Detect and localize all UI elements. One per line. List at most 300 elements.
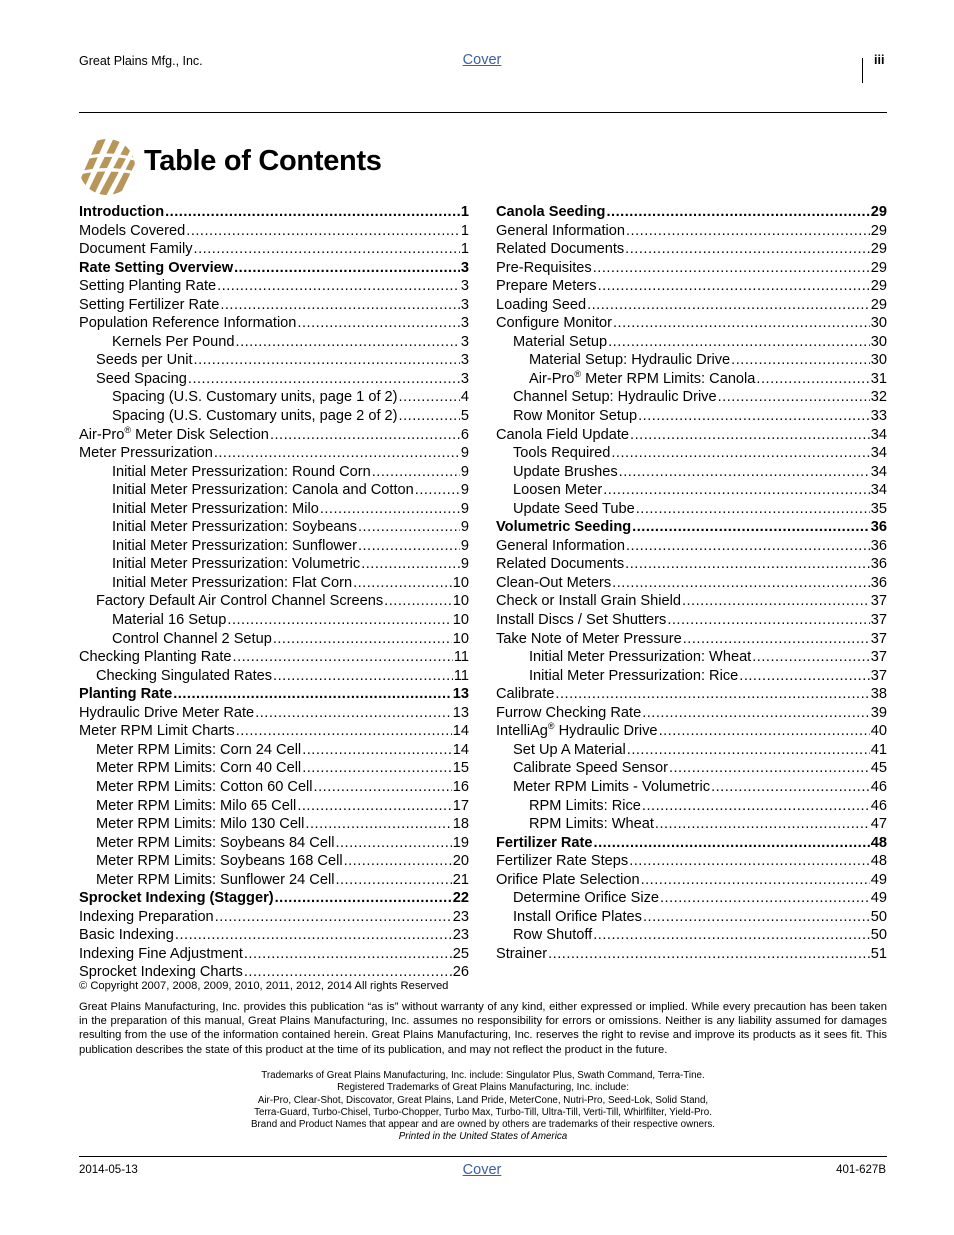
- toc-leader-dots: [188, 370, 460, 389]
- toc-entry[interactable]: [496, 667, 887, 686]
- toc-entry[interactable]: [79, 667, 469, 686]
- trademark-line: Air-Pro, Clear-Shot, Discovator, Great Plains, Land Pride, MeterCone, Nutri-Pro, Seed-Lok, Solid Stand,: [257, 1094, 709, 1106]
- toc-entry-text: Set Up A Material: [513, 741, 626, 758]
- footer-cover-link[interactable]: Cover: [462, 1162, 502, 1178]
- toc-entry-page: 3: [460, 315, 469, 332]
- toc-entry[interactable]: [79, 759, 469, 778]
- toc-leader-dots: [627, 741, 870, 760]
- toc-entry-label: [496, 277, 597, 296]
- toc-entry[interactable]: [496, 351, 887, 370]
- toc-entry-page: 45: [870, 760, 887, 777]
- toc-entry-text: Meter RPM Limit Charts: [79, 723, 235, 740]
- toc-entry-page: 29: [870, 241, 887, 258]
- toc-entry-text: General Information: [496, 537, 625, 554]
- toc-entry[interactable]: [496, 333, 887, 352]
- toc-entry-label: [96, 797, 296, 816]
- toc-entry[interactable]: [496, 908, 887, 927]
- toc-entry[interactable]: [79, 333, 469, 352]
- toc-entry-text: IntelliAg: [496, 723, 548, 740]
- toc-entry-text: Take Note of Meter Pressure: [496, 630, 682, 647]
- trademarks: [79, 1070, 887, 1144]
- toc-entry[interactable]: [496, 259, 887, 278]
- toc-leader-dots: [236, 333, 460, 352]
- toc-entry[interactable]: [79, 463, 469, 482]
- toc-entry-text: Meter RPM Limits: Soybeans 168 Cell: [96, 853, 343, 870]
- toc-entry[interactable]: [79, 518, 469, 537]
- toc-entry-label: [529, 648, 751, 667]
- toc-leader-dots: [641, 871, 870, 890]
- toc-entry-text: Furrow Checking Rate: [496, 704, 642, 721]
- toc-entry[interactable]: [496, 630, 887, 649]
- toc-entry-page: 9: [460, 556, 469, 573]
- toc-entry-label: [79, 222, 185, 241]
- toc-entry[interactable]: [79, 555, 469, 574]
- toc-entry-text: RPM Limits: Wheat: [529, 816, 654, 833]
- toc-entry-page: 9: [460, 519, 469, 536]
- toc-entry-text: Planting Rate: [79, 686, 173, 703]
- toc-entry-text: Orifice Plate Selection: [496, 871, 640, 888]
- toc-entry-text: Meter RPM Limits: Sunflower 24 Cell: [96, 871, 335, 888]
- toc-entry-text: Related Documents: [496, 556, 625, 573]
- toc-entry[interactable]: [496, 444, 887, 463]
- toc-leader-dots: [194, 351, 460, 370]
- toc-entry[interactable]: [79, 685, 469, 704]
- toc-entry[interactable]: [496, 574, 887, 593]
- toc-entry-page: 37: [870, 649, 887, 666]
- toc-entry-text: Setting Planting Rate: [79, 278, 217, 295]
- registered-mark: ®: [574, 368, 582, 379]
- toc-entry-page: 10: [452, 630, 469, 647]
- toc-entry[interactable]: [496, 537, 887, 556]
- toc-entry-text: Air-Pro: [79, 426, 125, 443]
- toc-entry[interactable]: [79, 203, 469, 222]
- toc-entry-label: [112, 611, 226, 630]
- toc-entry-label: [79, 722, 235, 741]
- toc-entry-label: [496, 296, 586, 315]
- toc-entry[interactable]: [79, 871, 469, 890]
- toc-entry-label: [529, 797, 641, 816]
- toc-entry-label: [513, 889, 659, 908]
- toc-entry[interactable]: [496, 555, 887, 574]
- toc-entry-page: 48: [870, 853, 887, 870]
- toc-entry-page: 15: [452, 760, 469, 777]
- toc-entry[interactable]: [79, 592, 469, 611]
- toc-entry-label: [496, 574, 611, 593]
- toc-leader-dots: [305, 815, 451, 834]
- toc-entry-page: 38: [870, 686, 887, 703]
- toc-entry-text: Setting Fertilizer Rate: [79, 296, 220, 313]
- toc-entry-text: Initial Meter Pressurization: Volumetric: [112, 556, 361, 573]
- toc-entry[interactable]: [496, 426, 887, 445]
- toc-entry-page: 11: [453, 649, 469, 666]
- toc-entry[interactable]: [496, 722, 887, 741]
- toc-entry-page: 3: [460, 278, 469, 295]
- toc-leader-dots: [593, 926, 870, 945]
- toc-leader-dots: [297, 314, 459, 333]
- toc-entry-page: 30: [870, 333, 887, 350]
- toc-entry-text: Control Channel 2 Setup: [112, 630, 272, 647]
- toc-entry-text: Kernels Per Pound: [112, 333, 235, 350]
- toc-entry-page: 29: [870, 296, 887, 313]
- toc-entry[interactable]: [496, 240, 887, 259]
- toc-entry[interactable]: [496, 852, 887, 871]
- toc-entry-page: 16: [452, 778, 469, 795]
- toc-entry[interactable]: [79, 407, 469, 426]
- toc-entry[interactable]: [79, 537, 469, 556]
- toc-entry-label: [513, 407, 637, 426]
- toc-entry-page: 13: [452, 686, 469, 703]
- toc-entry-label: [96, 759, 301, 778]
- toc-entry-page: 36: [870, 537, 887, 554]
- toc-entry-page: 13: [452, 704, 469, 721]
- toc-entry-page: 32: [870, 389, 887, 406]
- toc-entry-page: 1: [460, 241, 469, 258]
- toc-entry-page: 19: [452, 834, 469, 851]
- footer-date: 2014-05-13: [79, 1164, 138, 1176]
- toc-entry-page: 1: [460, 204, 469, 220]
- toc-entry[interactable]: [496, 500, 887, 519]
- toc-entry-page: 1: [460, 222, 469, 239]
- toc-leader-dots: [667, 611, 869, 630]
- toc-entry[interactable]: [496, 463, 887, 482]
- toc-entry-label: [79, 444, 213, 463]
- toc-entry-text: Check or Install Grain Shield: [496, 593, 681, 610]
- toc-leader-dots: [372, 463, 460, 482]
- toc-entry[interactable]: [496, 759, 887, 778]
- header-rule: [79, 112, 887, 113]
- toc-entry-page: 37: [870, 630, 887, 647]
- toc-entry[interactable]: [79, 574, 469, 593]
- toc-entry[interactable]: [79, 481, 469, 500]
- toc-entry[interactable]: [496, 481, 887, 500]
- toc-entry[interactable]: [79, 926, 469, 945]
- toc-entry[interactable]: [496, 815, 887, 834]
- toc-entry-label: [496, 722, 658, 741]
- toc-entry-label: [79, 685, 172, 704]
- toc-leader-dots: [613, 314, 870, 333]
- toc-leader-dots: [194, 240, 460, 259]
- header-company: Great Plains Mfg., Inc.: [79, 54, 203, 68]
- toc-entry-text: Spacing (U.S. Customary units, page 2 of 2): [112, 408, 398, 425]
- toc-entry[interactable]: [79, 426, 469, 445]
- toc-left-column: [79, 203, 469, 982]
- toc-leader-dots: [711, 778, 870, 797]
- toc-entry-text: Hydraulic Drive: [554, 723, 658, 740]
- toc-entry-page: 3: [460, 296, 469, 313]
- header-divider: [862, 58, 863, 83]
- toc-leader-dots: [626, 222, 870, 241]
- toc-entry-label: [496, 203, 605, 222]
- toc-entry-label: [96, 778, 313, 797]
- toc-leader-dots: [625, 240, 870, 259]
- toc-entry-page: 36: [870, 519, 887, 536]
- toc-entry-label: [96, 592, 383, 611]
- toc-entry[interactable]: [496, 648, 887, 667]
- toc-entry[interactable]: [496, 704, 887, 723]
- toc-entry-text: Meter RPM Limits: Corn 40 Cell: [96, 760, 302, 777]
- toc-entry-page: 36: [870, 574, 887, 591]
- toc-entry-label: [513, 908, 642, 927]
- toc-entry-label: [496, 945, 547, 964]
- toc-entry[interactable]: [496, 741, 887, 760]
- toc-entry-page: 9: [460, 500, 469, 517]
- toc-entry-label: [496, 871, 640, 890]
- toc-entry-text: Prepare Meters: [496, 278, 597, 295]
- toc-entry[interactable]: [496, 834, 887, 853]
- toc-right-column: [496, 203, 887, 963]
- toc-entry[interactable]: [496, 685, 887, 704]
- toc-entry-label: [96, 871, 334, 890]
- toc-entry-label: [79, 945, 243, 964]
- toc-entry[interactable]: [79, 834, 469, 853]
- toc-entry[interactable]: [496, 407, 887, 426]
- toc-entry-page: 35: [870, 500, 887, 517]
- toc-leader-dots: [611, 444, 869, 463]
- toc-leader-dots: [175, 926, 452, 945]
- toc-entry-text: Meter RPM Limits: Canola: [581, 370, 756, 387]
- toc-entry[interactable]: [496, 871, 887, 890]
- toc-leader-dots: [358, 518, 460, 537]
- toc-entry-page: 46: [870, 797, 887, 814]
- toc-entry-page: 11: [453, 667, 469, 684]
- toc-leader-dots: [344, 852, 452, 871]
- toc-entry-page: 5: [460, 408, 469, 425]
- toc-leader-dots: [625, 555, 870, 574]
- toc-entry[interactable]: [79, 722, 469, 741]
- toc-entry[interactable]: [79, 630, 469, 649]
- toc-entry-text: Meter RPM Limits: Milo 65 Cell: [96, 797, 297, 814]
- toc-entry-label: [79, 908, 214, 927]
- toc-entry-label: [496, 630, 682, 649]
- toc-entry-page: 10: [452, 593, 469, 610]
- toc-entry-label: [496, 685, 554, 704]
- toc-entry-text: Determine Orifice Size: [513, 890, 659, 907]
- toc-entry-page: 29: [870, 204, 887, 220]
- toc-leader-dots: [302, 741, 452, 760]
- toc-entry[interactable]: [79, 388, 469, 407]
- trademark-line: Trademarks of Great Plains Manufacturing, Inc. include: Singulator Plus, Swath Command, Terra-Tine.: [261, 1070, 705, 1081]
- toc-leader-dots: [638, 407, 870, 426]
- toc-entry[interactable]: [79, 741, 469, 760]
- trademark-line: Registered Trademarks of Great Plains Manufacturing, Inc. include:: [337, 1082, 629, 1094]
- toc-entry-text: Install Discs / Set Shutters: [496, 612, 667, 629]
- toc-entry-text: Material 16 Setup: [112, 612, 227, 629]
- toc-entry-label: [79, 296, 219, 315]
- toc-entry[interactable]: [79, 815, 469, 834]
- toc-leader-dots: [598, 277, 870, 296]
- toc-entry[interactable]: [496, 277, 887, 296]
- toc-entry-label: [112, 407, 398, 426]
- toc-entry-text: RPM Limits: Rice: [529, 797, 641, 814]
- toc-leader-dots: [608, 333, 870, 352]
- toc-entry[interactable]: [496, 889, 887, 908]
- toc-entry[interactable]: [496, 945, 887, 964]
- toc-entry[interactable]: [496, 314, 887, 333]
- toc-leader-dots: [682, 592, 870, 611]
- toc-entry-label: [529, 815, 654, 834]
- toc-entry[interactable]: [496, 778, 887, 797]
- toc-entry-label: [513, 444, 610, 463]
- toc-entry[interactable]: [79, 797, 469, 816]
- toc-entry-text: Introduction: [79, 204, 165, 220]
- toc-entry-text: Meter RPM Limits - Volumetric: [513, 778, 711, 795]
- toc-entry-text: Factory Default Air Control Channel Screens: [96, 593, 384, 610]
- toc-entry[interactable]: [79, 259, 469, 278]
- toc-entry-text: Update Seed Tube: [513, 500, 635, 517]
- toc-leader-dots: [594, 834, 870, 853]
- toc-entry[interactable]: [496, 518, 887, 537]
- toc-entry[interactable]: [79, 852, 469, 871]
- toc-leader-dots: [612, 574, 870, 593]
- toc-leader-dots: [636, 500, 870, 519]
- toc-entry[interactable]: [79, 648, 469, 667]
- toc-entry[interactable]: [496, 592, 887, 611]
- toc-entry[interactable]: [79, 296, 469, 315]
- toc-entry-text: Rate Setting Overview: [79, 259, 234, 276]
- toc-entry-text: Row Shutoff: [513, 927, 593, 944]
- toc-entry[interactable]: [79, 908, 469, 927]
- toc-entry-page: 29: [870, 259, 887, 276]
- toc-leader-dots: [606, 203, 869, 222]
- toc-entry-page: 34: [870, 463, 887, 480]
- toc-entry-text: Material Setup: Hydraulic Drive: [529, 352, 731, 369]
- toc-entry-label: [496, 834, 593, 853]
- toc-entry-text: Pre-Requisites: [496, 259, 592, 276]
- toc-leader-dots: [548, 945, 870, 964]
- toc-entry-label: [496, 240, 624, 259]
- toc-entry-label: [112, 388, 398, 407]
- toc-leader-dots: [273, 667, 453, 686]
- toc-entry-page: 3: [460, 259, 469, 276]
- toc-entry-page: 9: [460, 445, 469, 462]
- toc-entry-page: 9: [460, 463, 469, 480]
- toc-entry[interactable]: [79, 500, 469, 519]
- toc-entry-label: [112, 500, 319, 519]
- toc-entry[interactable]: [79, 240, 469, 259]
- toc-entry-text: Initial Meter Pressurization: Canola and Cotton: [112, 482, 414, 499]
- toc-entry[interactable]: [496, 388, 887, 407]
- toc-leader-dots: [731, 351, 870, 370]
- toc-entry[interactable]: [79, 222, 469, 241]
- toc-entry[interactable]: [496, 203, 887, 222]
- toc-entry-page: 33: [870, 408, 887, 425]
- toc-entry-text: Initial Meter Pressurization: Round Corn: [112, 463, 371, 480]
- toc-entry-text: Checking Singulated Rates: [96, 667, 273, 684]
- toc-leader-dots: [629, 852, 870, 871]
- toc-entry-page: 46: [870, 778, 887, 795]
- toc-entry[interactable]: [79, 370, 469, 389]
- toc-entry[interactable]: [79, 889, 469, 908]
- toc-entry-page: 3: [460, 333, 469, 350]
- toc-entry-page: 51: [870, 945, 887, 962]
- toc-leader-dots: [399, 407, 460, 426]
- toc-leader-dots: [752, 648, 870, 667]
- page-number: iii: [874, 53, 885, 67]
- toc-entry-text: Indexing Fine Adjustment: [79, 945, 243, 962]
- toc-entry-text: Fertilizer Rate: [496, 834, 593, 851]
- header-cover-link[interactable]: Cover: [462, 52, 502, 68]
- toc-entry-page: 39: [870, 704, 887, 721]
- toc-entry-label: [96, 370, 187, 389]
- toc-entry-page: 17: [452, 797, 469, 814]
- toc-entry[interactable]: [496, 926, 887, 945]
- toc-entry[interactable]: [79, 778, 469, 797]
- toc-entry-text: Calibrate: [496, 686, 555, 703]
- toc-leader-dots: [227, 611, 451, 630]
- toc-entry-text: Meter RPM Limits: Soybeans 84 Cell: [96, 834, 335, 851]
- toc-entry-text: Population Reference Information: [79, 315, 297, 332]
- toc-entry-label: [79, 314, 296, 333]
- toc-entry-text: Seed Spacing: [96, 370, 187, 387]
- toc-entry-page: 34: [870, 426, 887, 443]
- toc-entry[interactable]: [79, 611, 469, 630]
- toc-entry[interactable]: [79, 351, 469, 370]
- toc-entry-page: 22: [452, 890, 469, 907]
- toc-entry-page: 18: [452, 816, 469, 833]
- toc-entry-text: Channel Setup: Hydraulic Drive: [513, 389, 717, 406]
- toc-entry-text: Loosen Meter: [513, 482, 603, 499]
- toc-leader-dots: [603, 481, 870, 500]
- toc-entry-label: [496, 222, 625, 241]
- toc-entry-label: [496, 314, 612, 333]
- toc-entry-text: Tools Required: [513, 445, 611, 462]
- toc-leader-dots: [215, 908, 452, 927]
- toc-entry-text: Canola Field Update: [496, 426, 630, 443]
- toc-entry[interactable]: [496, 296, 887, 315]
- toc-entry[interactable]: [79, 314, 469, 333]
- toc-entry[interactable]: [79, 945, 469, 964]
- toc-entry-label: [496, 852, 628, 871]
- toc-entry-text: Document Family: [79, 241, 193, 258]
- toc-entry[interactable]: [79, 277, 469, 296]
- toc-leader-dots: [173, 685, 452, 704]
- toc-entry[interactable]: [79, 444, 469, 463]
- toc-entry[interactable]: [496, 797, 887, 816]
- toc-entry-page: 10: [452, 612, 469, 629]
- toc-entry-text: Meter Pressurization: [79, 445, 213, 462]
- toc-entry-label: [513, 926, 592, 945]
- toc-entry-page: 9: [460, 537, 469, 554]
- toc-leader-dots: [358, 537, 460, 556]
- toc-entry-text: Air-Pro: [529, 370, 575, 387]
- toc-entry-label: [79, 926, 174, 945]
- toc-entry[interactable]: [79, 704, 469, 723]
- toc-entry-label: [112, 555, 360, 574]
- toc-leader-dots: [660, 889, 870, 908]
- toc-entry-text: Basic Indexing: [79, 927, 174, 944]
- toc-entry-label: [529, 370, 755, 389]
- toc-leader-dots: [244, 945, 452, 964]
- toc-leader-dots: [236, 722, 452, 741]
- trademark-line: Terra-Guard, Turbo-Chisel, Turbo-Chopper, Turbo Max, Turbo-Till, Ultra-Till, Verti-Till, Whirlfilter, Yield-Pro.: [254, 1106, 712, 1118]
- toc-entry[interactable]: [496, 222, 887, 241]
- toc-entry-page: 50: [870, 908, 887, 925]
- toc-entry[interactable]: [496, 611, 887, 630]
- toc-entry-page: 23: [452, 927, 469, 944]
- toc-entry-page: 30: [870, 315, 887, 332]
- toc-leader-dots: [273, 630, 452, 649]
- toc-leader-dots: [335, 834, 451, 853]
- toc-leader-dots: [630, 426, 870, 445]
- toc-leader-dots: [642, 704, 870, 723]
- toc-entry-page: 20: [452, 853, 469, 870]
- copyright: © Copyright 2007, 2008, 2009, 2010, 2011, 2012, 2014 All rights Reserved: [79, 980, 449, 992]
- toc-entry-page: 37: [870, 612, 887, 629]
- toc-entry[interactable]: [496, 370, 887, 389]
- toc-entry-text: Material Setup: [513, 333, 608, 350]
- toc-entry-text: Initial Meter Pressurization: Milo: [112, 500, 319, 517]
- disclaimer: Great Plains Manufacturing, Inc. provides this publication “as is” without warranty of any kind, either expressed or implied. While every precaution has been taken in the preparation of this manual, Great Plains Manufacturing, Inc. assumes no responsibility for errors or omissions. Neither is any liability assumed for damages resulting from the use of the information contained herein. Great Plains Manufacturing, Inc. reserves the right to revise and improve its products as it sees fit. This publication describes the state of this product at the time of its publication, and may not reflect the product in the future.: [79, 1001, 887, 1056]
